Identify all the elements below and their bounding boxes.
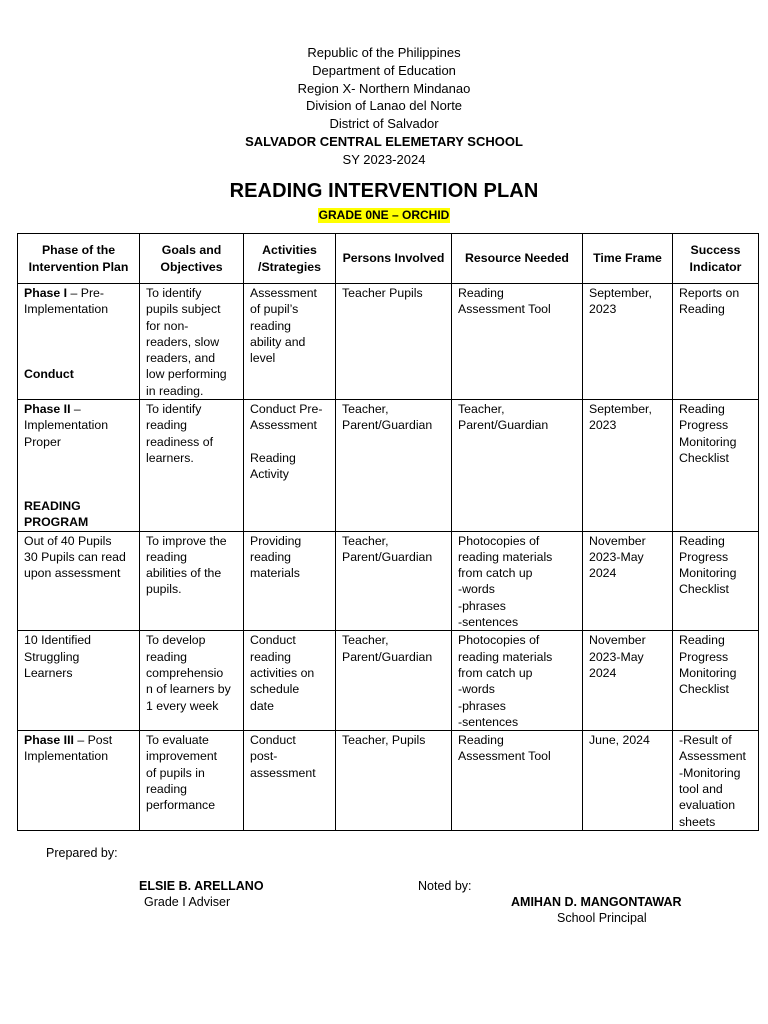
cell-persons: Teacher, Parent/Guardian xyxy=(336,631,452,731)
header-activities: Activities /Strategies xyxy=(244,234,336,284)
intervention-plan-table xyxy=(17,233,759,831)
cell-time-frame: November 2023-May 2024 xyxy=(583,531,673,631)
cell-persons: Teacher, Pupils xyxy=(336,731,452,831)
table-row xyxy=(18,531,759,631)
cell-goals: To identify pupils subject for non- readers, slow readers, and low performing in reading. xyxy=(140,284,244,400)
cell-phase: Phase I – Pre- Implementation Conduct xyxy=(18,284,140,400)
preparer-title: Grade I Adviser xyxy=(144,895,231,909)
cell-activities: Providing reading materials xyxy=(244,531,336,631)
cell-success-indicator: -Result of Assessment -Monitoring tool and evaluation sheets xyxy=(673,731,759,831)
cell-activities: Conduct reading activities on schedule date xyxy=(244,631,336,731)
header-phase: Phase of the Intervention Plan xyxy=(18,234,140,284)
table-row xyxy=(18,631,759,731)
cell-phase: Phase II – Implementation Proper READING PROGRAM xyxy=(18,400,140,531)
table-row xyxy=(18,400,759,531)
document-header xyxy=(0,44,768,169)
subtitle-wrapper xyxy=(0,206,768,224)
header-persons: Persons Involved xyxy=(336,234,452,284)
cell-goals: To identify reading readiness of learners. xyxy=(140,400,244,531)
header-goals: Goals and Objectives xyxy=(140,234,244,284)
table-row xyxy=(18,731,759,831)
table-row xyxy=(18,284,759,400)
cell-time-frame: September, 2023 xyxy=(583,400,673,531)
header-district: District of Salvador xyxy=(329,116,439,132)
cell-phase: Phase III – Post Implementation xyxy=(18,731,140,831)
cell-phase: 10 Identified Struggling Learners xyxy=(18,631,140,731)
noter-title: School Principal xyxy=(557,911,647,925)
cell-resources: Reading Assessment Tool xyxy=(452,284,583,400)
cell-time-frame: November 2023-May 2024 xyxy=(583,631,673,731)
cell-success-indicator: Reports on Reading xyxy=(673,284,759,400)
noter-name: AMIHAN D. MANGONTAWAR xyxy=(511,895,682,909)
prepared-by-label: Prepared by: xyxy=(46,846,118,860)
cell-persons: Teacher Pupils xyxy=(336,284,452,400)
cell-time-frame: September, 2023 xyxy=(583,284,673,400)
header-division: Division of Lanao del Norte xyxy=(305,98,463,114)
cell-goals: To develop reading comprehensio n of learners by 1 every week xyxy=(140,631,244,731)
cell-success-indicator: Reading Progress Monitoring Checklist xyxy=(673,531,759,631)
cell-goals: To evaluate improvement of pupils in reading performance xyxy=(140,731,244,831)
cell-phase: Out of 40 Pupils 30 Pupils can read upon assessment xyxy=(18,531,140,631)
cell-resources: Photocopies of reading materials from catch up -words -phrases -sentences xyxy=(452,631,583,731)
cell-time-frame: June, 2024 xyxy=(583,731,673,831)
cell-resources: Photocopies of reading materials from catch up -words -phrases -sentences xyxy=(452,531,583,631)
header-success-indicator: Success Indicator xyxy=(673,234,759,284)
cell-persons: Teacher, Parent/Guardian xyxy=(336,531,452,631)
header-resources: Resource Needed xyxy=(452,234,583,284)
preparer-name: ELSIE B. ARELLANO xyxy=(139,879,264,893)
cell-activities: Conduct post- assessment xyxy=(244,731,336,831)
document-title: READING INTERVENTION PLAN xyxy=(229,180,539,202)
header-school-name: SALVADOR CENTRAL ELEMETARY SCHOOL xyxy=(245,133,523,149)
grade-section-highlight: GRADE 0NE – ORCHID xyxy=(318,208,450,222)
noted-by-label: Noted by: xyxy=(418,879,472,893)
header-time-frame: Time Frame xyxy=(583,234,673,284)
cell-resources: Reading Assessment Tool xyxy=(452,731,583,831)
cell-activities: Assessment of pupil’s reading ability and level xyxy=(244,284,336,400)
cell-goals: To improve the reading abilities of the pupils. xyxy=(140,531,244,631)
header-school-year: SY 2023-2024 xyxy=(342,151,426,167)
header-republic: Republic of the Philippines xyxy=(307,45,461,60)
cell-resources: Teacher, Parent/Guardian xyxy=(452,400,583,531)
cell-success-indicator: Reading Progress Monitoring Checklist xyxy=(673,631,759,731)
header-region: Region X- Northern Mindanao xyxy=(297,80,471,96)
header-department: Department of Education xyxy=(312,62,456,78)
cell-success-indicator: Reading Progress Monitoring Checklist xyxy=(673,400,759,531)
cell-persons: Teacher, Parent/Guardian xyxy=(336,400,452,531)
cell-activities: Conduct Pre- Assessment Reading Activity xyxy=(244,400,336,531)
table-header-row xyxy=(18,234,759,284)
